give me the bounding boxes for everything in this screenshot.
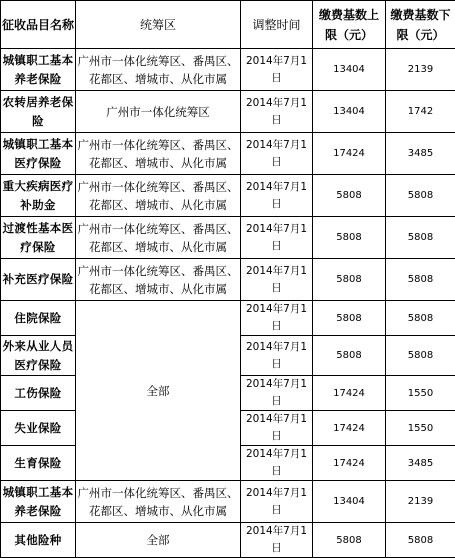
item-name: 城镇职工基本医疗保险 xyxy=(1,133,76,175)
item-name: 工伤保险 xyxy=(1,376,76,411)
upper-limit: 5808 xyxy=(313,301,386,336)
header-lower: 缴费基数下限（元） xyxy=(386,1,455,49)
adjust-date: 2014年7月1日 xyxy=(241,49,313,91)
upper-limit: 5808 xyxy=(313,217,386,259)
adjust-date: 2014年7月1日 xyxy=(241,175,313,217)
table-row xyxy=(1,259,455,301)
region: 广州市一体化统筹区、番禺区、花都区、增城市、从化市属 xyxy=(76,259,241,301)
item-name: 重大疾病医疗补助金 xyxy=(1,175,76,217)
lower-limit: 3485 xyxy=(386,133,455,175)
adjust-date: 2014年7月1日 xyxy=(241,336,313,376)
region: 广州市一体化统筹区、番禺区、花都区、增城市、从化市属 xyxy=(76,133,241,175)
upper-limit: 17424 xyxy=(313,411,386,446)
upper-limit: 5808 xyxy=(313,523,386,558)
region: 广州市一体化统筹区、番禺区、花都区、增城市、从化市属 xyxy=(76,49,241,91)
adjust-date: 2014年7月1日 xyxy=(241,523,313,558)
region: 全部 xyxy=(76,523,241,558)
lower-limit: 2139 xyxy=(386,49,455,91)
table-row xyxy=(1,175,455,217)
upper-limit: 13404 xyxy=(313,91,386,133)
table-row xyxy=(1,217,455,259)
lower-limit: 3485 xyxy=(386,446,455,481)
item-name: 补充医疗保险 xyxy=(1,259,76,301)
adjust-date: 2014年7月1日 xyxy=(241,259,313,301)
lower-limit: 1742 xyxy=(386,91,455,133)
adjust-date: 2014年7月1日 xyxy=(241,446,313,481)
table-row xyxy=(1,91,455,133)
region: 广州市一体化统筹区、番禺区、花都区、增城市、从化市属 xyxy=(76,481,241,523)
header-item: 征收品目名称 xyxy=(1,1,76,49)
header-upper: 缴费基数上限（元） xyxy=(313,1,386,49)
upper-limit: 17424 xyxy=(313,446,386,481)
adjust-date: 2014年7月1日 xyxy=(241,91,313,133)
lower-limit: 5808 xyxy=(386,523,455,558)
table-row xyxy=(1,49,455,91)
region-merged: 全部 xyxy=(76,301,241,481)
adjust-date: 2014年7月1日 xyxy=(241,133,313,175)
item-name: 失业保险 xyxy=(1,411,76,446)
adjust-date: 2014年7月1日 xyxy=(241,217,313,259)
upper-limit: 17424 xyxy=(313,133,386,175)
adjust-date: 2014年7月1日 xyxy=(241,411,313,446)
region: 广州市一体化统筹区 xyxy=(76,91,241,133)
item-name: 城镇职工基本养老保险 xyxy=(1,481,76,523)
upper-limit: 5808 xyxy=(313,259,386,301)
upper-limit: 17424 xyxy=(313,376,386,411)
item-name: 城镇职工基本养老保险 xyxy=(1,49,76,91)
region: 广州市一体化统筹区、番禺区、花都区、增城市、从化市属 xyxy=(76,175,241,217)
item-name: 外来从业人员医疗保险 xyxy=(1,336,76,376)
table-row xyxy=(1,133,455,175)
lower-limit: 5808 xyxy=(386,259,455,301)
table-row xyxy=(1,523,455,558)
lower-limit: 1550 xyxy=(386,376,455,411)
header-region: 统筹区 xyxy=(76,1,241,49)
lower-limit: 5808 xyxy=(386,175,455,217)
upper-limit: 5808 xyxy=(313,175,386,217)
lower-limit: 5808 xyxy=(386,336,455,376)
item-name: 农转居养老保险 xyxy=(1,91,76,133)
item-name: 过渡性基本医疗保险 xyxy=(1,217,76,259)
table-row xyxy=(1,481,455,523)
lower-limit: 2139 xyxy=(386,481,455,523)
upper-limit: 13404 xyxy=(313,49,386,91)
lower-limit: 5808 xyxy=(386,301,455,336)
header-date: 调整时间 xyxy=(241,1,313,49)
upper-limit: 5808 xyxy=(313,336,386,376)
header-row xyxy=(1,1,455,49)
item-name: 生育保险 xyxy=(1,446,76,481)
adjust-date: 2014年7月1日 xyxy=(241,481,313,523)
lower-limit: 5808 xyxy=(386,217,455,259)
adjust-date: 2014年7月1日 xyxy=(241,301,313,336)
table-row xyxy=(1,301,455,336)
adjust-date: 2014年7月1日 xyxy=(241,376,313,411)
item-name: 其他险种 xyxy=(1,523,76,558)
upper-limit: 13404 xyxy=(313,481,386,523)
item-name: 住院保险 xyxy=(1,301,76,336)
lower-limit: 1550 xyxy=(386,411,455,446)
region: 广州市一体化统筹区、番禺区、花都区、增城市、从化市属 xyxy=(76,217,241,259)
